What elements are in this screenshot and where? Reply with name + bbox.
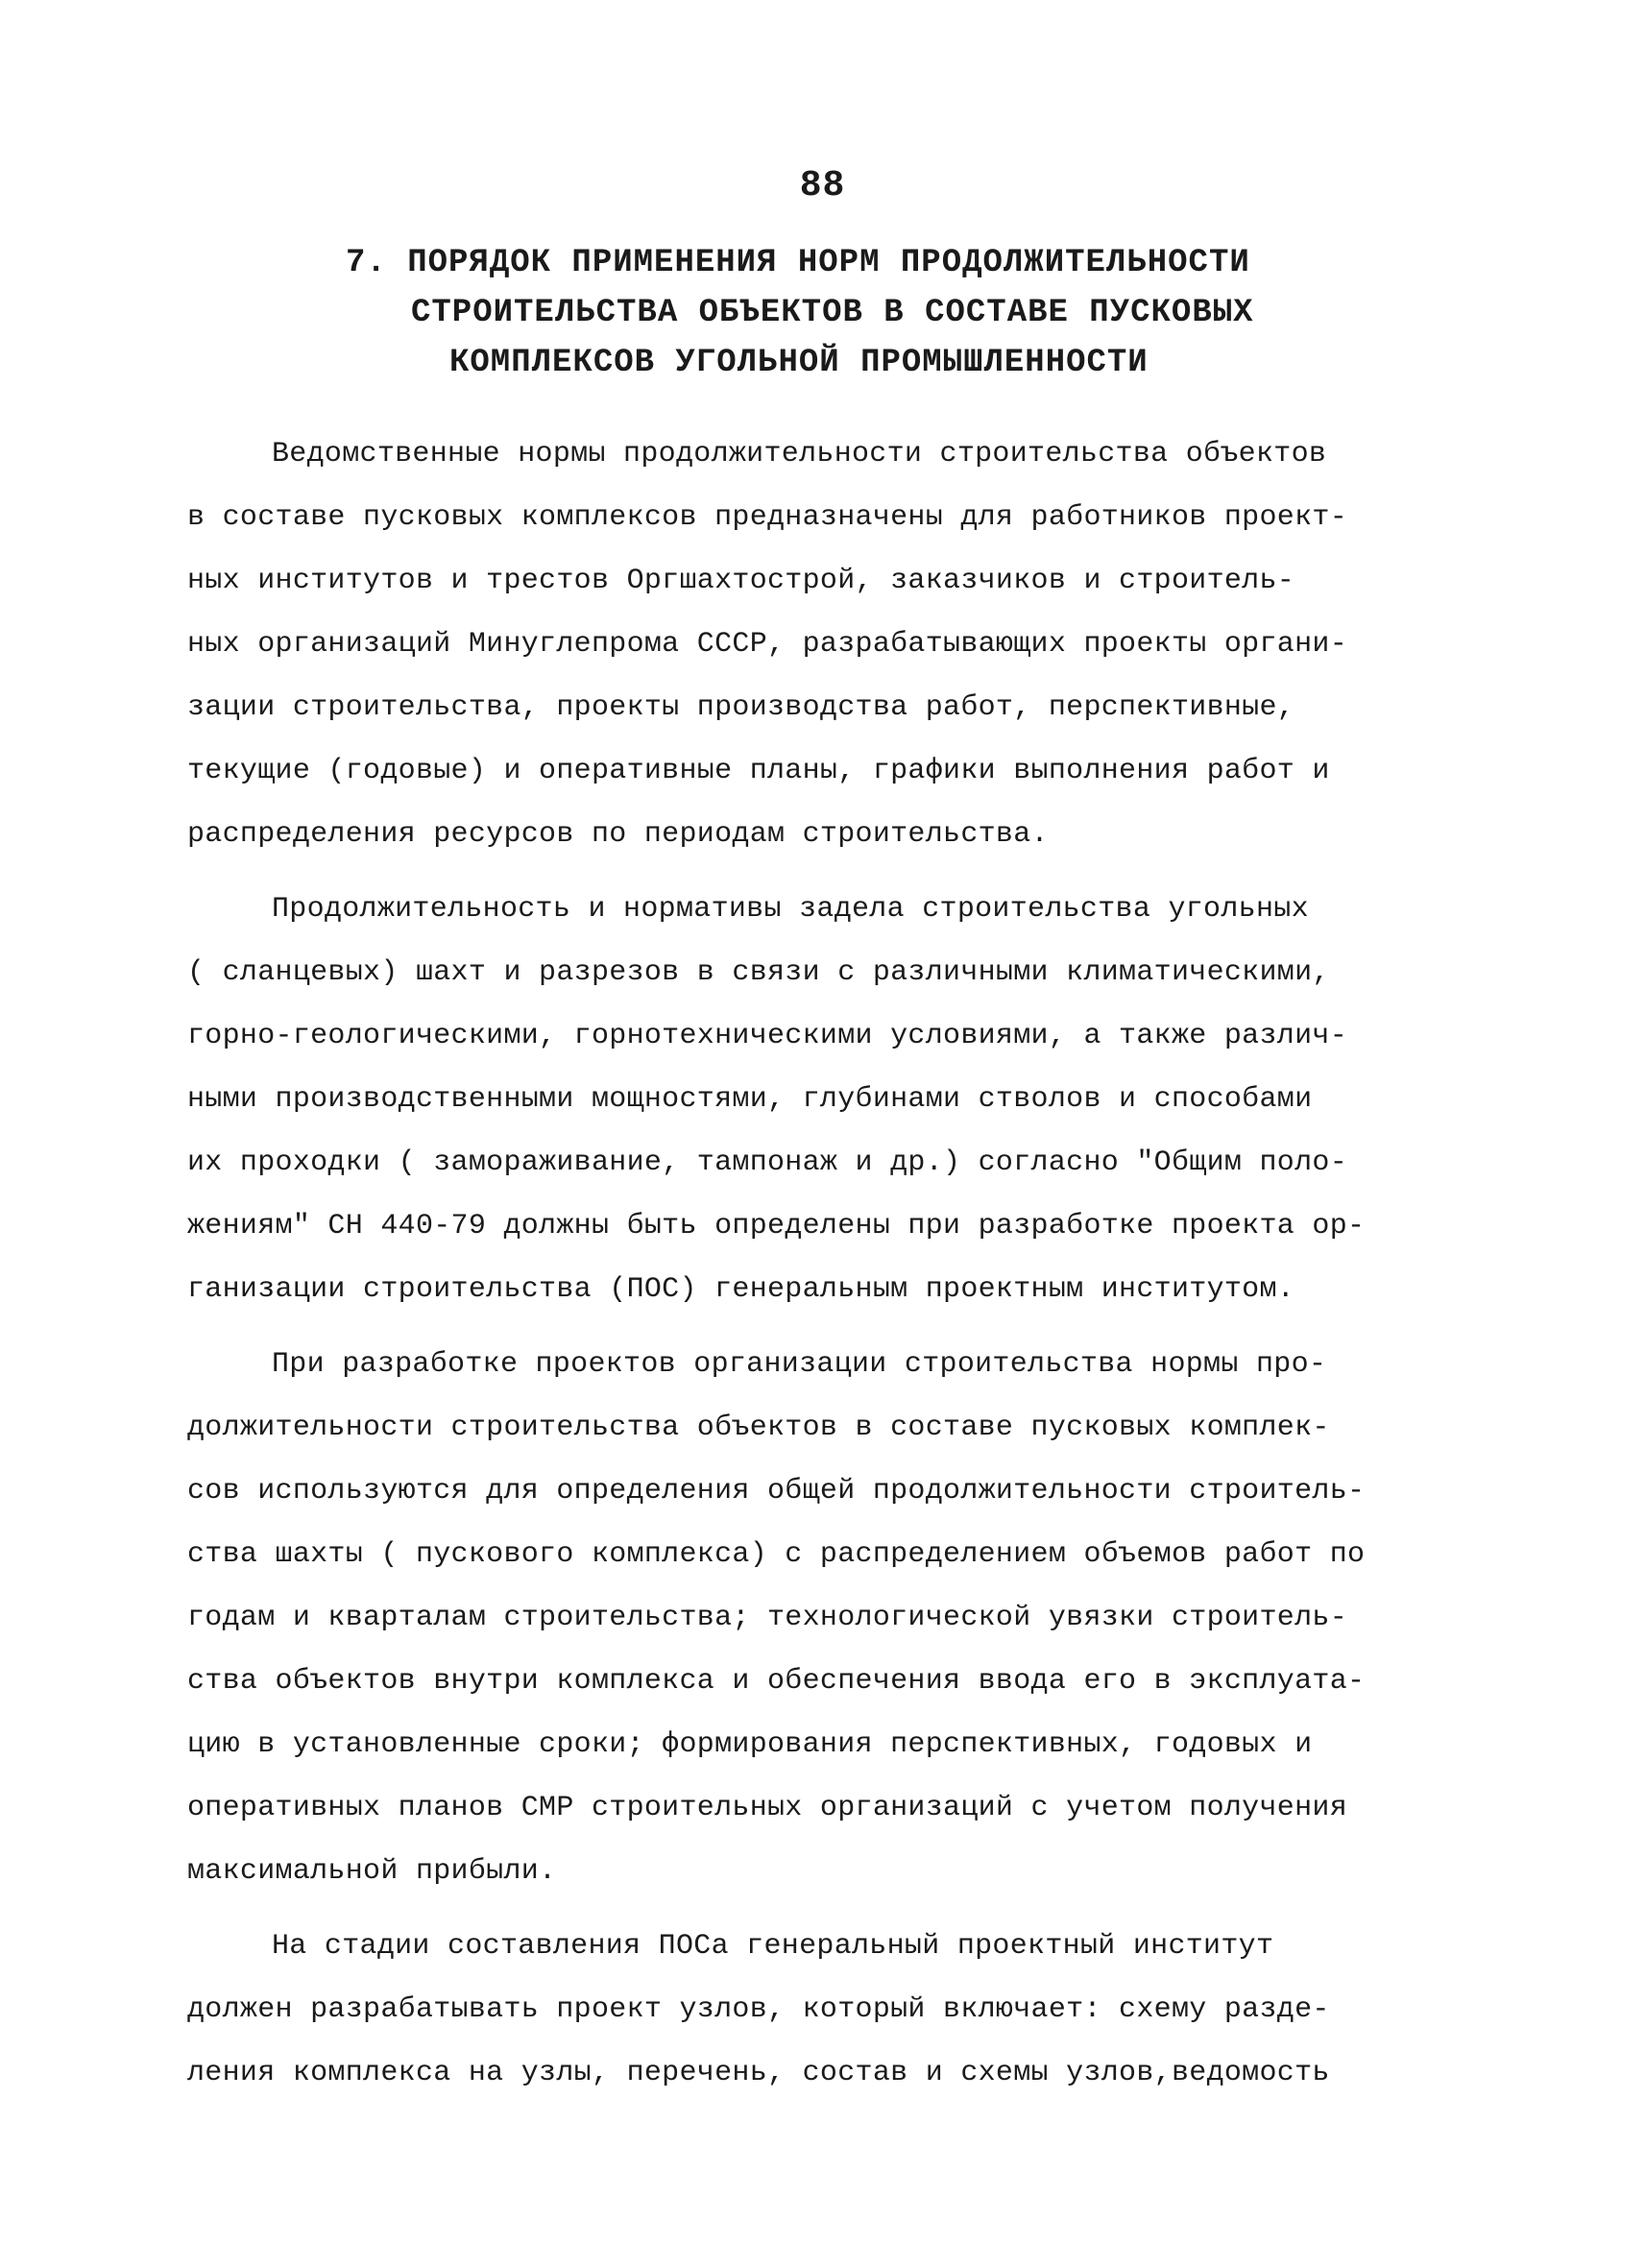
- paragraph-3: [187, 1333, 1464, 1903]
- text-line: ных институтов и трестов Оргшахтострой, заказчиков и строитель-: [187, 565, 1295, 597]
- text-line: распределения ресурсов по периодам строительства.: [187, 818, 1049, 851]
- text-line: должительности строительства объектов в составе пусковых комплек-: [187, 1411, 1330, 1444]
- heading-line: КОМПЛЕКСОВ УГОЛЬНОЙ ПРОМЫШЛЕННОСТИ: [449, 345, 1149, 381]
- text-line: текущие (годовые) и оперативные планы, графики выполнения работ и: [187, 755, 1330, 787]
- text-line: Ведомственные нормы продолжительности строительства объектов: [272, 438, 1327, 470]
- text-line: При разработке проектов организации строительства нормы про-: [272, 1348, 1327, 1381]
- paragraph-gap: [187, 866, 1464, 878]
- text-line: ганизации строительства (ПОС) генеральным проектным институтом.: [187, 1273, 1295, 1306]
- text-line: На стадии составления ПОСа генеральный проектный институт: [272, 1930, 1274, 1963]
- text-line: ных организаций Минуглепрома СССР, разрабатывающих проекты органи-: [187, 628, 1347, 661]
- text-line: годам и кварталам строительства; технологической увязки строитель-: [187, 1602, 1347, 1634]
- paragraph-4: [187, 1915, 1464, 2105]
- section-heading: [288, 238, 1373, 388]
- text-line: сов используются для определения общей продолжительности строитель-: [187, 1475, 1366, 1508]
- text-line: оперативных планов СМР строительных организаций с учетом получения: [187, 1792, 1347, 1824]
- page-number: 88: [799, 165, 846, 206]
- text-line: ления комплекса на узлы, перечень, состав и схемы узлов,ведомость: [187, 2057, 1330, 2089]
- text-line: Продолжительность и нормативы задела строительства угольных: [272, 893, 1309, 926]
- text-line: ства объектов внутри комплекса и обеспечения ввода его в эксплуата-: [187, 1665, 1366, 1698]
- text-line: ( сланцевых) шахт и разрезов в связи с различными климатическими,: [187, 956, 1330, 989]
- body-text: [187, 422, 1464, 2105]
- text-line: зации строительства, проекты производства работ, перспективные,: [187, 691, 1295, 724]
- heading-line: СТРОИТЕЛЬСТВА ОБЪЕКТОВ В СОСТАВЕ ПУСКОВЫХ: [411, 295, 1254, 331]
- paragraph-gap: [187, 1321, 1464, 1333]
- text-line: ными производственными мощностями, глубинами стволов и способами: [187, 1083, 1313, 1116]
- text-line: в составе пусковых комплексов предназначены для работников проект-: [187, 501, 1347, 534]
- text-line: горно-геологическими, горнотехническими условиями, а также различ-: [187, 1020, 1347, 1052]
- text-line: должен разрабатывать проект узлов, который включает: схему разде-: [187, 1993, 1330, 2026]
- text-line: ства шахты ( пускового комплекса) с распределением объемов работ по: [187, 1538, 1366, 1571]
- paragraph-1: [187, 422, 1464, 866]
- text-line: жениям" СН 440-79 должны быть определены при разработке проекта ор-: [187, 1210, 1366, 1243]
- paragraph-2: [187, 878, 1464, 1321]
- text-line: цию в установленные сроки; формирования перспективных, годовых и: [187, 1728, 1313, 1761]
- text-line: максимальной прибыли.: [187, 1855, 557, 1888]
- text-line: их проходки ( замораживание, тампонаж и др.) согласно "Общим поло-: [187, 1146, 1347, 1179]
- heading-line: 7. ПОРЯДОК ПРИМЕНЕНИЯ НОРМ ПРОДОЛЖИТЕЛЬНОСТИ: [346, 245, 1250, 281]
- paragraph-gap: [187, 1903, 1464, 1915]
